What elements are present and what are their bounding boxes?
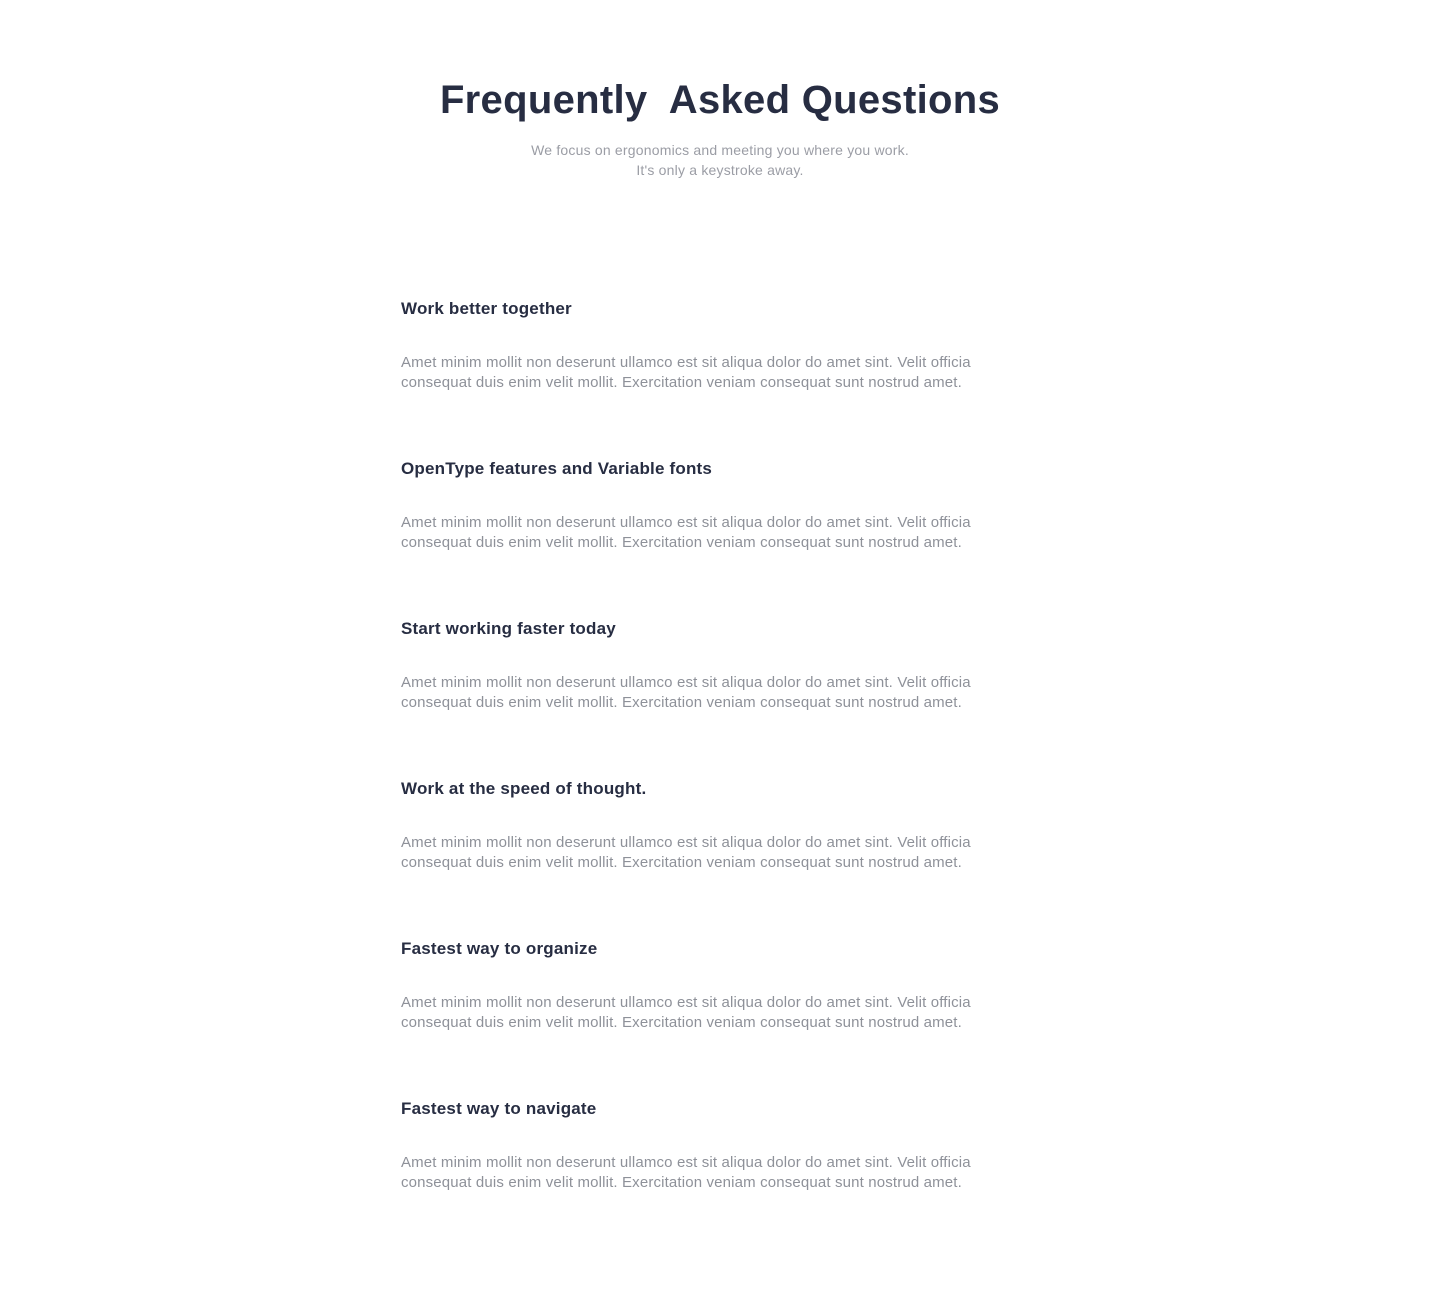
page-subtitle-line-2: It's only a keystroke away. [636, 162, 804, 178]
faq-list [401, 297, 1039, 1193]
faq-question: Work at the speed of thought. [401, 779, 647, 798]
faq-question: Start working faster today [401, 619, 616, 638]
faq-question: Fastest way to organize [401, 939, 598, 958]
faq-answer: Amet minim mollit non deserunt ullamco est sit aliqua dolor do amet sint. Velit officia consequat duis enim velit mollit. Exercitation veniam consequat sunt nostrud amet. [401, 514, 971, 551]
faq-item [401, 457, 1039, 553]
faq-answer: Amet minim mollit non deserunt ullamco est sit aliqua dolor do amet sint. Velit officia consequat duis enim velit mollit. Exercitation veniam consequat sunt nostrud amet. [401, 1154, 971, 1191]
content-container [401, 76, 1039, 1193]
faq-item [401, 1097, 1039, 1193]
faq-answer: Amet minim mollit non deserunt ullamco est sit aliqua dolor do amet sint. Velit officia consequat duis enim velit mollit. Exercitation veniam consequat sunt nostrud amet. [401, 834, 971, 871]
page-subtitle-line-1: We focus on ergonomics and meeting you where you work. [531, 142, 909, 158]
faq-answer: Amet minim mollit non deserunt ullamco est sit aliqua dolor do amet sint. Velit officia consequat duis enim velit mollit. Exercitation veniam consequat sunt nostrud amet. [401, 994, 971, 1031]
page-title: Frequently Asked Questions [439, 78, 1001, 122]
faq-item [401, 937, 1039, 1033]
faq-question: Fastest way to navigate [401, 1099, 597, 1118]
faq-answer: Amet minim mollit non deserunt ullamco est sit aliqua dolor do amet sint. Velit officia consequat duis enim velit mollit. Exercitation veniam consequat sunt nostrud amet. [401, 354, 971, 391]
faq-answer: Amet minim mollit non deserunt ullamco est sit aliqua dolor do amet sint. Velit officia consequat duis enim velit mollit. Exercitation veniam consequat sunt nostrud amet. [401, 674, 971, 711]
faq-item [401, 777, 1039, 873]
faq-question: OpenType features and Variable fonts [401, 459, 713, 478]
faq-item [401, 297, 1039, 393]
faq-question: Work better together [401, 299, 572, 318]
faq-item [401, 617, 1039, 713]
page-subtitle [401, 140, 1039, 180]
